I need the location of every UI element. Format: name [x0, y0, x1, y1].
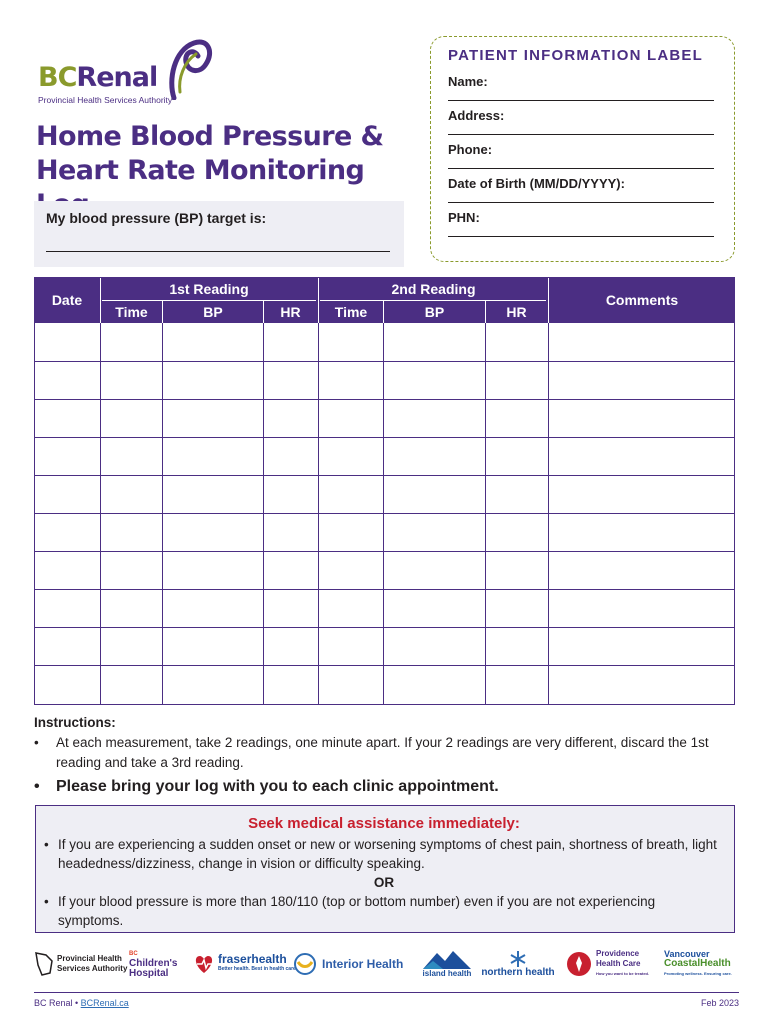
- vancouver-coastal-health-logo: Vancouver CoastalHealth Promoting wellness. Ensuring care.: [664, 949, 732, 976]
- instruction-item: • At each measurement, take 2 readings, one minute apart. If your 2 readings are very different, discard the 1st reading and take a 3rd reading.: [34, 733, 739, 773]
- header-hr-2: HR: [506, 304, 527, 320]
- header-bp-1: BP: [203, 304, 223, 320]
- alert-item: • If you are experiencing a sudden onset or new or worsening symptoms of chest pain, shortness of breath, light headedness/dizziness, change in vision or difficulty speaking.: [44, 835, 724, 873]
- footer: [34, 992, 739, 1008]
- bc-map-icon: [34, 951, 54, 977]
- monitoring-log-table: [34, 277, 735, 705]
- interior-health-icon: [292, 952, 318, 976]
- northern-health-logo: northern health: [482, 943, 554, 985]
- providence-health-care-logo: Providence Health Care How you want to be treated.: [566, 943, 656, 985]
- bc-childrens-hospital-logo: BC Children's Hospital: [129, 951, 178, 979]
- patient-phone-field[interactable]: Phone:: [448, 143, 734, 177]
- header-1st-reading: 1st Reading: [169, 281, 249, 297]
- interior-health-logo: Interior Health: [292, 943, 410, 985]
- fraser-health-logo: fraserhealth Better health. Best in health care.: [192, 943, 284, 985]
- header-hr-1: HR: [280, 304, 301, 320]
- island-health-logo: island health: [418, 943, 476, 985]
- patient-name-field[interactable]: Name:: [448, 75, 734, 109]
- alert-title: Seek medical assistance immediately:: [248, 815, 520, 832]
- bcrenal-link[interactable]: BCRenal.ca: [80, 998, 129, 1008]
- patient-phn-field[interactable]: PHN:: [448, 211, 734, 245]
- header-time-1: Time: [115, 304, 148, 320]
- patient-information-label: [430, 36, 735, 262]
- header-time-2: Time: [334, 304, 368, 320]
- instructions-heading: Instructions:: [34, 715, 116, 730]
- patient-address-field[interactable]: Address:: [448, 109, 734, 143]
- alert-item: • If your blood pressure is more than 180/110 (top or bottom number) even if you are not experiencing symptoms.: [44, 892, 724, 930]
- phsa-logo: Provincial Health Services Authority: [34, 943, 124, 985]
- seek-medical-assistance-box: [35, 805, 735, 933]
- providence-icon: [566, 951, 592, 977]
- bp-target-label: My blood pressure (BP) target is:: [46, 210, 267, 226]
- bc-renal-logo: [38, 38, 228, 108]
- mountain-icon: [423, 949, 471, 969]
- logo-wordmark: BCRenal: [38, 62, 158, 93]
- snowflake-icon: [508, 950, 528, 968]
- header-bp-2: BP: [424, 304, 445, 320]
- header-date: Date: [51, 292, 83, 308]
- alert-or: OR: [373, 875, 395, 890]
- logo-subtitle: Provincial Health Services Authority: [38, 95, 173, 105]
- title-line-2: Heart Rate Monitoring: [36, 155, 365, 186]
- header-2nd-reading: 2nd Reading: [391, 281, 476, 297]
- instructions: [34, 713, 739, 797]
- fraser-health-icon: [192, 953, 216, 975]
- footer-date: Feb 2023: [700, 998, 739, 1008]
- instruction-item-bold: • Please bring your log with you to each clinic appointment.: [34, 777, 739, 797]
- footer-org: BC Renal •: [34, 998, 81, 1008]
- bp-target-box: [34, 201, 404, 267]
- patient-label-title: PATIENT INFORMATION LABEL: [448, 47, 703, 64]
- header-comments: Comments: [605, 292, 679, 308]
- patient-dob-field[interactable]: Date of Birth (MM/DD/YYYY):: [448, 177, 734, 211]
- partner-logos: [34, 943, 739, 985]
- title-line-1: Home Blood Pressure &: [36, 121, 384, 152]
- bc-renal-swirl-icon: [164, 38, 214, 100]
- bp-target-field[interactable]: [46, 240, 390, 252]
